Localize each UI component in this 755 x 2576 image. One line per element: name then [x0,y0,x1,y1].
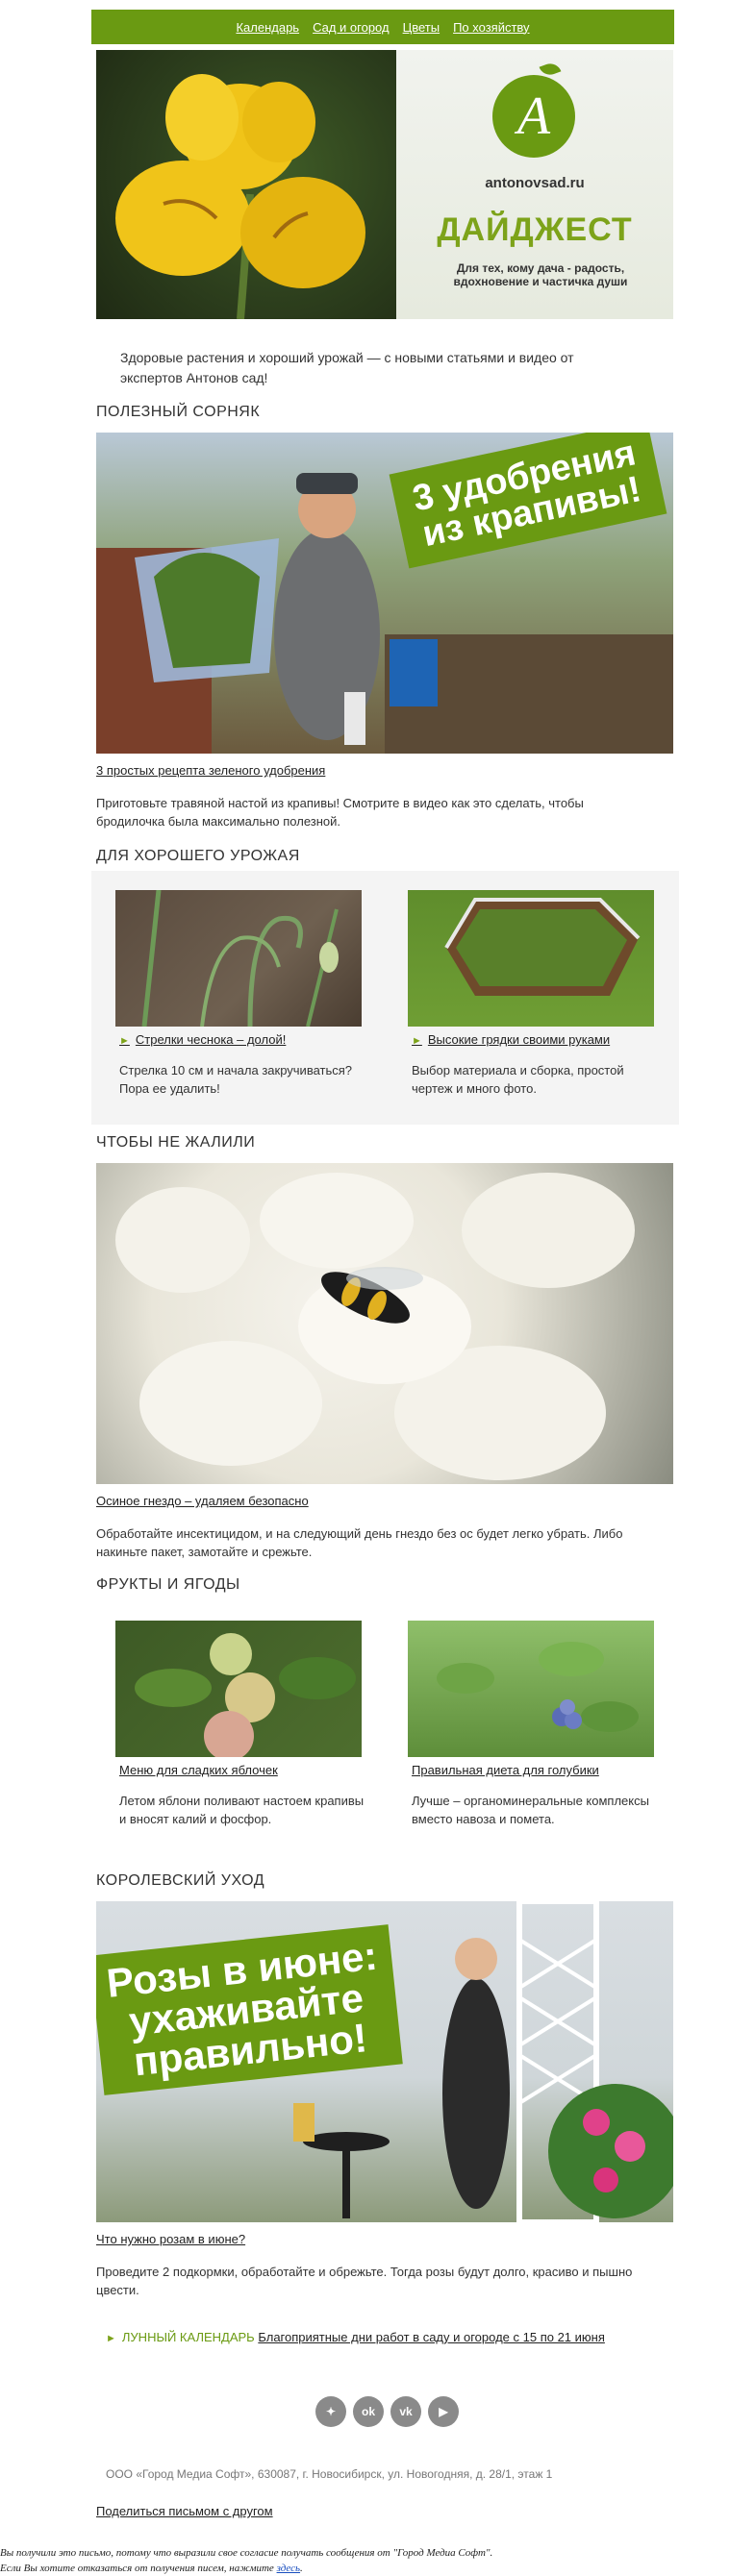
nav-flowers-link[interactable]: Цветы [402,19,440,35]
wasp-nest-link[interactable]: Осиное гнездо – удаляем безопасно [96,1494,309,1508]
arrow-right-icon: ► [106,2333,116,2344]
arrow-right-icon: ► [412,1035,422,1047]
garlic-scapes-photo[interactable] [115,890,362,1027]
top-navigation [91,10,674,44]
unsubscribe-link[interactable]: здесь [276,2563,301,2574]
garlic-scapes-link-label: Стрелки чеснока – долой! [135,1032,287,1047]
digest-title: ДАЙДЖЕСТ [437,211,633,248]
unsubscribe-text: Если Вы хотите отказаться от получения писем, нажмите [0,2563,274,2574]
lunar-calendar-link[interactable]: Благоприятные дни работ в саду и огороде с 15 по 21 июня [258,2330,605,2344]
nettle-video-thumbnail[interactable] [96,433,673,754]
nettle-description: Приготовьте травяной настой из крапивы! Смотрите в видео как это сделать, чтобы бродилочка была максимально полезной. [96,796,584,829]
ok-icon[interactable]: ok [353,2396,384,2427]
youtube-icon[interactable]: ▶ [428,2396,459,2427]
nav-household-link[interactable]: По хозяйству [453,19,530,35]
section-heading-harvest: ДЛЯ ХОРОШЕГО УРОЖАЯ [96,848,300,864]
roses-video-thumbnail[interactable] [96,1901,673,2222]
digest-panel [396,50,673,319]
hydrangea-wasp-illustration [96,1163,673,1484]
section-heading-fruits: ФРУКТЫ И ЯГОДЫ [96,1576,240,1593]
nav-garden-link[interactable]: Сад и огород [313,19,390,35]
lunar-calendar-line [106,2330,605,2344]
arrow-right-icon: ► [119,1035,130,1047]
apple-description: Летом яблони поливают настоем крапивы и вносят калий и фосфор. [119,1794,365,1826]
raised-beds-link-label: Высокие грядки своими руками [427,1032,611,1047]
blueberry-diet-link[interactable]: Правильная диета для голубики [412,1763,599,1777]
roses-description: Проведите 2 подкормки, обработайте и обрежьте. Тогда розы будут долго, красиво и пышно цвести. [96,2265,633,2297]
site-name: antonovsad.ru [485,175,585,191]
wasp-description: Обработайте инсектицидом, и на следующий день гнездо без ос будет легко убрать. Либо накиньте пакет, замотайте и срежьте. [96,1526,623,1559]
header-banner[interactable] [96,50,673,319]
blueberry-description: Лучше – органоминеральные комплексы вместо навоза и помета. [412,1794,649,1826]
section-heading-roses: КОРОЛЕВСКИЙ УХОД [96,1872,265,1889]
nettle-banner-text: 3 удобрения из крапивы! [390,433,667,568]
garlic-scapes-link[interactable] [119,1032,286,1047]
roses-june-link[interactable]: Что нужно розам в июне? [96,2232,246,2246]
share-with-friend-link[interactable]: Поделиться письмом с другом [96,2504,273,2518]
dzen-icon[interactable]: ✦ [315,2396,346,2427]
apple-menu-link[interactable]: Меню для сладких яблочек [119,1763,278,1777]
raised-beds-description: Выбор материала и сборка, простой чертеж и много фото. [412,1063,624,1096]
roses-banner-text: Розы в июне: ухаживайте правильно! [96,1924,403,2095]
wasp-on-hydrangea-photo[interactable] [96,1163,673,1484]
section-heading-weed: ПОЛЕЗНЫЙ СОРНЯК [96,404,261,420]
garlic-description: Стрелка 10 см и начала закручиваться? Пора ее удалить! [119,1063,353,1096]
iris-flower-illustration [96,50,396,319]
social-links [0,2396,755,2427]
raised-beds-link[interactable] [412,1032,610,1047]
raised-beds-photo[interactable] [408,890,654,1027]
section-heading-wasps: ЧТОБЫ НЕ ЖАЛИЛИ [96,1134,256,1151]
apple-logo: А [492,75,575,158]
company-address: ООО «Город Медиа Софт», 630087, г. Новосибирск, ул. Новогодняя, д. 28/1, этаж 1 [106,2467,553,2481]
blueberry-photo[interactable] [408,1621,654,1757]
garlic-scape-illustration [115,890,362,1027]
vk-icon[interactable]: vk [390,2396,421,2427]
lunar-calendar-label: ЛУННЫЙ КАЛЕНДАРЬ [121,2330,255,2344]
raised-bed-illustration [408,890,654,1027]
intro-text: Здоровые растения и хороший урожай — с новыми статьями и видео от экспертов Антонов сад! [120,350,574,385]
consent-text: Вы получили это письмо, потому что выразили свое согласие получать сообщения от "Город Медиа Софт". [0,2547,493,2559]
nav-calendar-link[interactable]: Календарь [236,19,300,35]
blueberry-illustration [408,1621,654,1757]
legal-notice [0,2545,755,2576]
apples-illustration [115,1621,362,1757]
apples-photo[interactable] [115,1621,362,1757]
iris-photo [96,50,396,319]
nettle-recipes-link[interactable]: 3 простых рецепта зеленого удобрения [96,763,326,778]
tagline: Для тех, кому дача - радость, вдохновение и частичка души [453,261,628,288]
unsubscribe-line: Если Вы хотите отказаться от получения писем, нажмите здесь. [0,2563,303,2574]
